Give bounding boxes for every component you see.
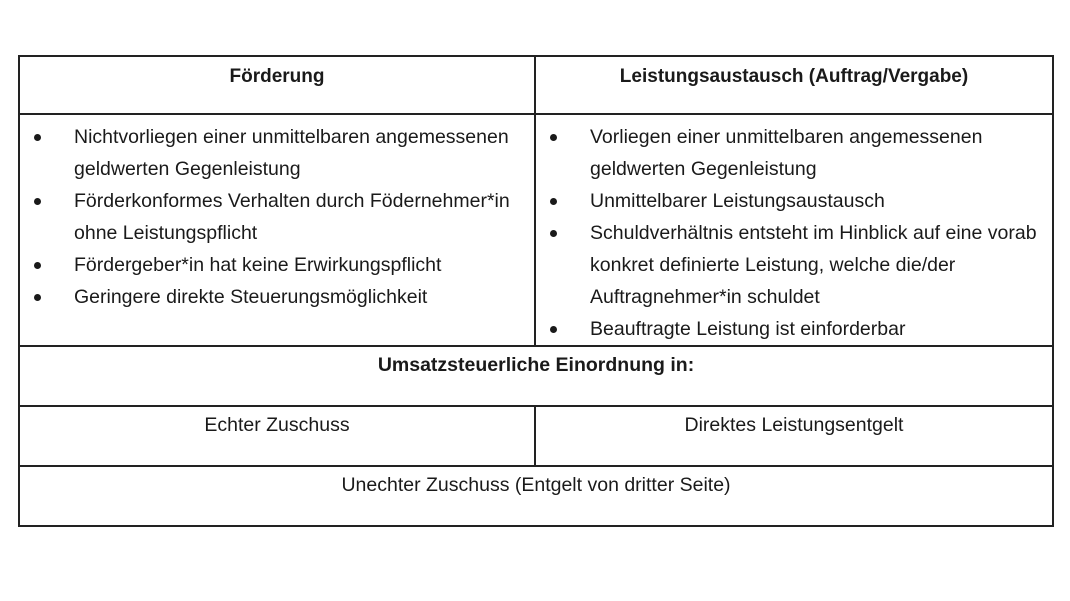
list-item xyxy=(536,217,1052,313)
header-label-foerderung: Förderung xyxy=(229,66,325,87)
leistungsaustausch-criteria-list xyxy=(536,115,1052,345)
list-item xyxy=(536,121,1052,185)
bullet-icon xyxy=(34,134,41,141)
result-cell-right xyxy=(535,406,1053,466)
result-leistungsentgelt: Direktes Leistungsentgelt xyxy=(684,414,904,436)
list-item xyxy=(20,185,534,249)
list-item-text: Fördergeber*in hat keine Erwirkungspflicht xyxy=(74,254,442,276)
foerderung-criteria-list xyxy=(20,115,534,313)
criteria-cell-leistungsaustausch xyxy=(535,114,1053,346)
header-cell-foerderung xyxy=(19,56,535,114)
list-item xyxy=(536,185,1052,217)
bullet-icon xyxy=(550,198,557,205)
footer-row xyxy=(19,466,1053,526)
result-echter-zuschuss: Echter Zuschuss xyxy=(204,414,350,436)
list-item-text: Beauftragte Leistung ist einforderbar xyxy=(590,318,906,340)
bullet-icon xyxy=(34,294,41,301)
list-item-text: Geringere direkte Steuerungsmöglichkeit xyxy=(74,286,428,308)
list-item xyxy=(20,281,534,313)
header-row xyxy=(19,56,1053,114)
bullet-icon xyxy=(550,134,557,141)
section-heading-cell xyxy=(19,346,1053,406)
list-item-text: Nichtvorliegen einer unmittelbaren angemessenen geldwerten Gegenleistung xyxy=(74,126,509,180)
section-heading: Umsatzsteuerliche Einordnung in: xyxy=(377,354,695,376)
bullet-icon xyxy=(550,326,557,333)
list-item-text: Schuldverhältnis entsteht im Hinblick auf eine vorab konkret definierte Leistung, welche die/der Auftragnehmer*in schuldet xyxy=(590,222,1037,308)
section-heading-row xyxy=(19,346,1053,406)
list-item xyxy=(536,313,1052,345)
header-cell-leistungsaustausch xyxy=(535,56,1053,114)
result-cell-left xyxy=(19,406,535,466)
comparison-table xyxy=(18,55,1054,527)
list-item-text: Vorliegen einer unmittelbaren angemessenen geldwerten Gegenleistung xyxy=(590,126,983,180)
bullet-icon xyxy=(34,198,41,205)
criteria-cell-foerderung xyxy=(19,114,535,346)
list-item xyxy=(20,249,534,281)
result-unechter-zuschuss: Unechter Zuschuss (Entgelt von dritter Seite) xyxy=(341,474,731,496)
list-item-text: Förderkonformes Verhalten durch Födernehmer*in ohne Leistungspflicht xyxy=(74,190,510,244)
footer-cell xyxy=(19,466,1053,526)
list-item xyxy=(20,121,534,185)
list-item-text: Unmittelbarer Leistungsaustausch xyxy=(590,190,885,212)
bullet-icon xyxy=(34,262,41,269)
criteria-row xyxy=(19,114,1053,346)
header-label-leistungsaustausch: Leistungsaustausch (Auftrag/Vergabe) xyxy=(619,66,969,87)
results-row xyxy=(19,406,1053,466)
bullet-icon xyxy=(550,230,557,237)
